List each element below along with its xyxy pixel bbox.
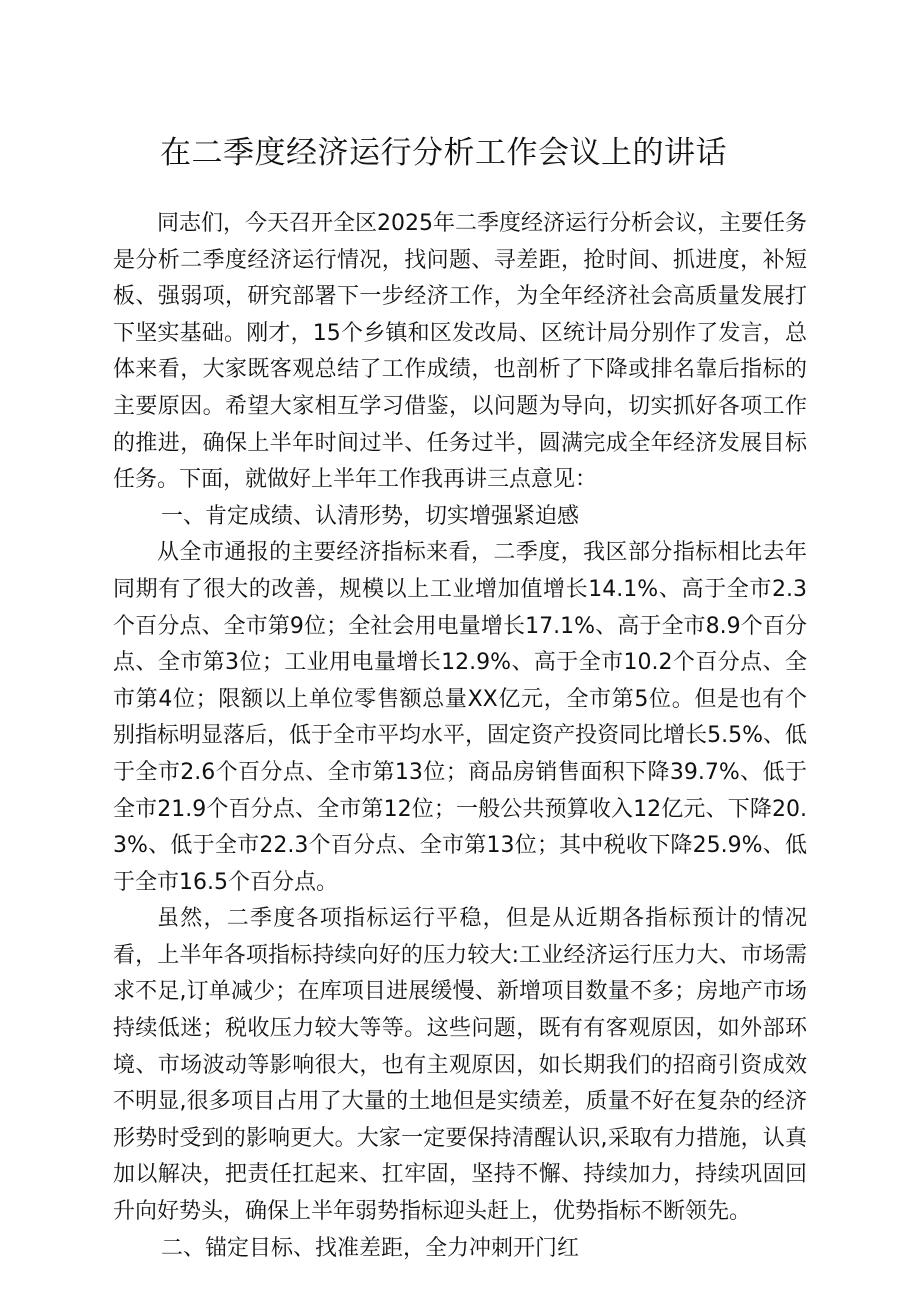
section-heading-2: 二、锚定目标、找准差距，全力冲刺开门红 (161, 1235, 580, 1261)
indicators-paragraph: 从全市通报的主要经济指标来看，二季度，我区部分指标相比去年同期有了很大的改善，规模以上工业增加值增长14.1%、高于全市2.3个百分点、全市第9位；全社会用电量增长17.1%、高于全市8.9个百分点、全市第3位；工业用电量增长12.9%、高于全市10.2个百分点、全市第4位；限额以上单位零售额总量XX亿元，全市第5位。但是也有个别指标明显落后，低于全市平均水平，固定资产投资同比增长5.5%、低于全市2.6个百分点、全市第13位；商品房销售面积下降39.7%、低于全市21.9个百分点、全市第12位；一般公共预算收入12亿元、下降20.3%、低于全市22.3个百分点、全市第13位；其中税收下降25.9%、低于全市16.5个百分点。 (113, 540, 807, 895)
intro-paragraph: 同志们，今天召开全区2025年二季度经济运行分析会议，主要任务是分析二季度经济运行情况，找问题、寻差距，抢时间、抓进度，补短板、强弱项，研究部署下一步经济工作，为全年经济社会高质量发展打下坚实基础。刚才，15个乡镇和区发改局、区统计局分别作了发言，总体来看，大家既客观总结了工作成绩，也剖析了下降或排名靠后指标的主要原因。希望大家相互学习借鉴，以问题为导向，切实抓好各项工作的推进，确保上半年时间过半、任务过半，圆满完成全年经济发展目标任务。下面，就做好上半年工作我再讲三点意见： (113, 211, 807, 493)
document-body (113, 206, 807, 1267)
problems-paragraph: 虽然，二季度各项指标运行平稳，但是从近期各指标预计的情况看，上半年各项指标持续向好的压力较大:工业经济运行压力大、市场需求不足,订单减少；在库项目进展缓慢、新增项目数量不多；房地产市场持续低迷；税收压力较大等等。这些问题，既有有客观原因，如外部环境、市场波动等影响很大，也有主观原因，如长期我们的招商引资成效不明显,很多项目占用了大量的土地但是实绩差，质量不好在复杂的经济形势时受到的影响更大。大家一定要保持清醒认识,采取有力措施，认真加以解决，把责任扛起来、扛牢固，坚持不懈、持续加力，持续巩固回升向好势头，确保上半年弱势指标迎头赶上，优势指标不断领先。 (113, 906, 807, 1225)
document-title: 在二季度经济运行分析工作会议上的讲话 (160, 135, 727, 171)
section-heading-1: 一、肯定成绩、认清形势，切实增强紧迫感 (161, 503, 580, 529)
